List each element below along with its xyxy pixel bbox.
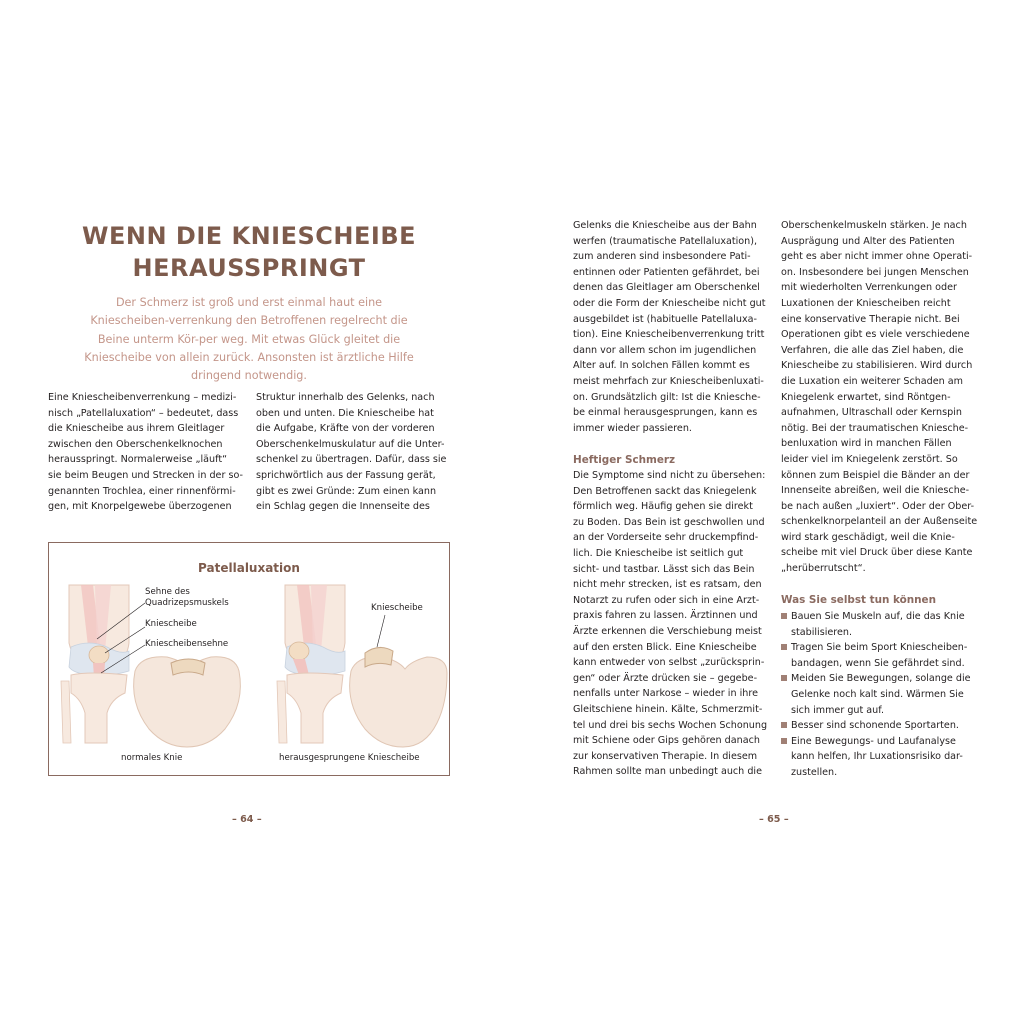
left-column-1: Eine Kniescheibenverrenkung – medizi- nisch „Patellaluxation“ – bedeutet, dass die Kniescheibe aus ihrem Gleitlager zwischen den Oberschenkelknochen herausspringt. Normalerweise „läuft“ sie beim Beugen und Strecken in der so- genannten Trochlea, einer rinnenförmi- gen, mit Knorpelgewebe überzogenen — [48, 392, 243, 513]
right-column-1-bottom: Die Symptome sind nicht zu übersehen: Den Betroffenen sackt das Kniegelenk förmlich weg. Häufig gehen sie direkt zu Boden. Das Bein ist geschwollen und an der Vorderseite sehr druckempfind- lich. Die Kniescheibe ist seitlich gut sicht- und tastbar. Lässt sich das Bein nicht mehr strecken, ist es ratsam, den Notarzt zu rufen oder sich in eine Arzt- praxis fahren zu lassen. Ärztinnen und Ärzte erkennen die Verschiebung meist auf den ersten Blick. Eine Kniescheibe kann entweder von selbst „zurücksprin- gen“ oder Ärzte drücken sie – gegebe- nenfalls unter Narkose – wieder in ihre Gleitschiene hinein. Kälte, Schmerzmit- tel und drei bis sechs Wochen Schonung mit Schiene oder Gips gehören danach zur konservativen Therapie. In diesem Rahmen sollte man unbedingt auch die — [573, 470, 768, 778]
right-column-1-top: Gelenks die Kniescheibe aus der Bahn werfen (traumatische Patellaluxation), zum anderen sind insbesondere Pati- entinnen oder Patienten gefährdet, bei denen das Gleitlager am Oberschenkel oder die Form der Kniescheibe nicht gut ausgebildet ist (habituelle Patellaluxa- tion). Eine Kniescheibenverrenkung tritt dann vor allem schon im jugendlichen Alter auf. In solchen Fällen kommt es meist mehrfach zur Kniescheibenluxati- on. Grundsätzlich gilt: Ist die Kniesche- be einmal herausgesprungen, kann es immer wieder passieren. — [573, 220, 766, 434]
right-column-2-top: Oberschenkelmuskeln stärken. Je nach Ausprägung und Alter des Patienten geht es aber nicht immer ohne Operati- on. Insbesondere bei jungen Menschen mit wiederholten Verrenkungen oder Luxationen der Kniescheiben reicht eine konservative Therapie nicht. Bei Operationen gibt es viele verschiedene Verfahren, die alle das Ziel haben, die Kniescheibe zu stabilisieren. Wird durch die Luxation ein weiterer Schaden am Kniegelenk erwartet, sind Röntgen- aufnahmen, Ultraschall oder Kernspin nötig. Bei der traumatischen Kniesche- benluxation wird in manchen Fällen leider viel im Kniegelenk zerstört. So können zum Beispiel die Bänder an der Innenseite abreißen, weil die Kniesche- be nach außen „luxiert“. Oder der Ober- schenkelknorpelanteil an der Außenseite wird stark geschädigt, weil die Knie- scheibe mit viel Druck über diese Kante „herüberrutscht“. — [781, 220, 978, 575]
intro-paragraph: Der Schmerz ist groß und erst einmal haut eine Kniescheiben-verrenkung den Betroffenen regelrecht die Beine unterm Kör-per weg. Mit etwas Glück gleitet die Kniescheibe von allein zurück. Ansonsten ist ärztliche Hilfe dringend notwendig. — [84, 296, 414, 383]
knee-illustration — [49, 543, 449, 775]
bullet-square-icon — [781, 644, 787, 650]
bullet-square-icon — [781, 675, 787, 681]
tip-item: Besser sind schonende Sportarten. — [781, 718, 981, 734]
tip-item: Eine Bewegungs- und Laufanalyse kann helfen, Ihr Luxationsrisiko dar- zustellen. — [781, 734, 981, 781]
luxated-knee-drawing — [277, 585, 345, 743]
tips-list — [781, 609, 981, 781]
tip-item: Bauen Sie Muskeln auf, die das Knie stabilisieren. — [781, 609, 981, 640]
subhead-was-sie-tun: Was Sie selbst tun können — [781, 594, 937, 606]
title-line-2: HERAUSSPRINGT — [132, 254, 366, 282]
bullet-square-icon — [781, 722, 787, 728]
normal-knee-drawing — [61, 585, 145, 743]
label-quadriceps-tendon: Sehne des Quadrizepsmuskels — [145, 587, 229, 608]
caption-normal-knee: normales Knie — [121, 753, 183, 763]
page-title — [48, 220, 450, 284]
tip-item: Meiden Sie Bewegungen, solange die Gelenke noch kalt sind. Wärmen Sie sich immer gut auf. — [781, 671, 981, 718]
luxated-trochlea-drawing — [350, 615, 447, 747]
title-line-1: WENN DIE KNIESCHEIBE — [82, 222, 416, 250]
page-number-left: – 64 – — [232, 814, 262, 825]
label-patella-luxated: Kniescheibe — [371, 603, 423, 613]
left-column-2: Struktur innerhalb des Gelenks, nach oben und unten. Die Kniescheibe hat die Aufgabe, Kräfte von der vorderen Oberschenkelmuskulatur auf die Unter- schenkel zu übertragen. Dafür, dass sie sprichwörtlich aus der Fassung gerät, gibt es zwei Gründe: Zum einen kann ein Schlag gegen die Innenseite des — [256, 392, 447, 513]
bullet-square-icon — [781, 613, 787, 619]
tip-item: Tragen Sie beim Sport Kniescheiben- bandagen, wenn Sie gefährdet sind. — [781, 640, 981, 671]
label-patella: Kniescheibe — [145, 619, 197, 629]
figure-title: Patellaluxation — [198, 561, 300, 575]
page-number-right: – 65 – — [759, 814, 789, 825]
normal-trochlea-drawing — [134, 657, 241, 747]
bullet-square-icon — [781, 738, 787, 744]
caption-luxated-knee: herausgesprungene Kniescheibe — [279, 753, 420, 763]
patellaluxation-figure — [48, 542, 450, 776]
label-patellar-tendon: Kniescheibensehne — [145, 639, 229, 649]
subhead-heftiger-schmerz: Heftiger Schmerz — [573, 454, 676, 466]
